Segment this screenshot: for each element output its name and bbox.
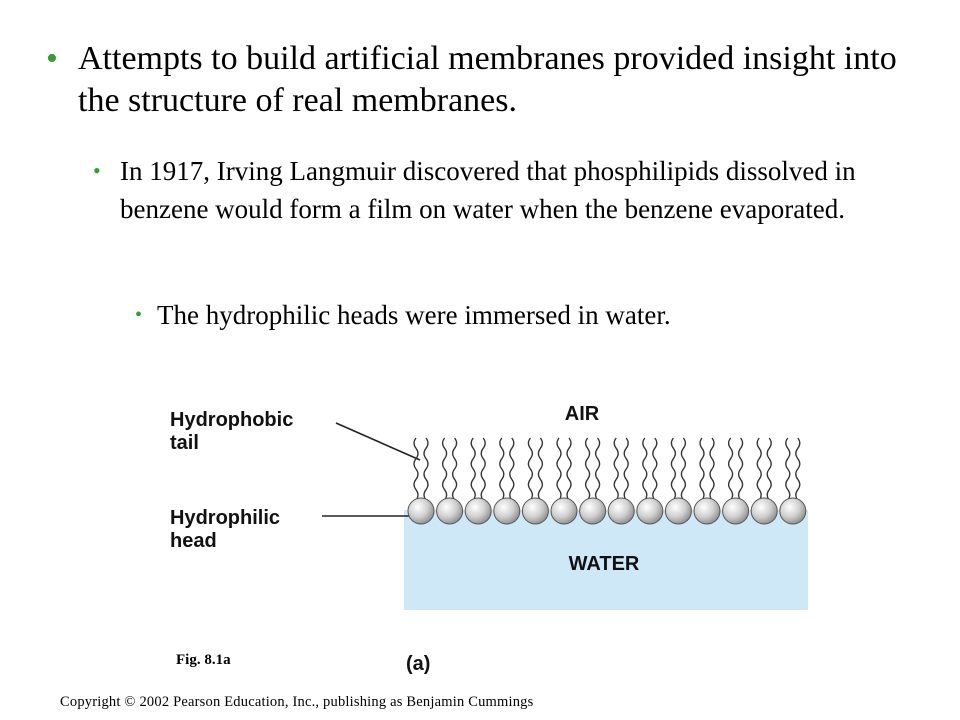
hydrophobic-tail [538,438,542,500]
hydrophobic-tail [567,438,571,500]
hydrophobic-tail [443,438,447,500]
hydrophobic-tail [557,438,561,500]
hydrophilic-head [408,498,434,524]
hydrophobic-tail [700,438,704,500]
hydrophilic-head [665,498,691,524]
hydrophobic-tail [653,438,657,500]
hydrophobic-tail [424,438,428,500]
hydrophilic-head [580,498,606,524]
head-label-line2: head [170,530,217,552]
hydrophobic-tail [710,438,714,500]
hydrophobic-tail [510,438,514,500]
hydrophobic-tail [786,438,790,500]
hydrophilic-head [608,498,634,524]
hydrophilic-head [551,498,577,524]
hydrophobic-tail [643,438,647,500]
hydrophobic-tail [586,438,590,500]
hydrophobic-tail [729,438,733,500]
air-label: AIR [564,403,600,425]
hydrophilic-head [637,498,663,524]
hydrophobic-tail [624,438,628,500]
figure-caption: Fig. 8.1a [176,652,231,668]
water-label: WATER [568,553,640,575]
hydrophobic-tail [471,438,475,500]
hydrophobic-tail [414,438,418,500]
hydrophobic-tail [739,438,743,500]
hydrophobic-tail [481,438,485,500]
hydrophobic-tail [596,438,600,500]
hydrophobic-tail [767,438,771,500]
bullet-level3 [135,296,895,334]
hydrophilic-head [494,498,520,524]
hydrophilic-head [694,498,720,524]
bullet-dot: • [46,40,58,77]
hydrophobic-tail [671,438,675,500]
bullet-dot: • [135,304,143,326]
hydrophobic-tail [500,438,504,500]
tail-pointer-line [336,423,420,460]
hydrophilic-head [723,498,749,524]
hydrophilic-head [522,498,548,524]
hydrophilic-head [437,498,463,524]
head-label-line1: Hydrophilic [170,507,281,529]
bullet-level2-text: In 1917, Irving Langmuir discovered that phosphilipids dissolved in benzene would form a film on water when the benzene evaporated. [120,156,856,224]
hydrophilic-head [780,498,806,524]
bullet-level1-text: Attempts to build artificial membranes provided insight into the structure of real membranes. [78,40,897,119]
hydrophobic-tail [528,438,532,500]
bullet-level1 [46,38,926,122]
hydrophobic-tail [614,438,618,500]
tail-label-line1: Hydrophobic [170,409,294,431]
copyright-text: Copyright © 2002 Pearson Education, Inc., publishing as Benjamin Cummings [60,694,534,710]
hydrophobic-tail [796,438,800,500]
hydrophilic-head [751,498,777,524]
hydrophobic-tail [453,438,457,500]
hydrophobic-tail [757,438,761,500]
bullet-level2 [93,152,913,228]
bullet-level3-text: The hydrophilic heads were immersed in water. [157,300,671,330]
tail-label-line2: tail [170,432,199,454]
hydrophilic-head [465,498,491,524]
bullet-dot: • [93,158,101,183]
panel-label: (a) [406,653,431,675]
hydrophobic-tail [681,438,685,500]
membrane-figure [150,388,820,688]
